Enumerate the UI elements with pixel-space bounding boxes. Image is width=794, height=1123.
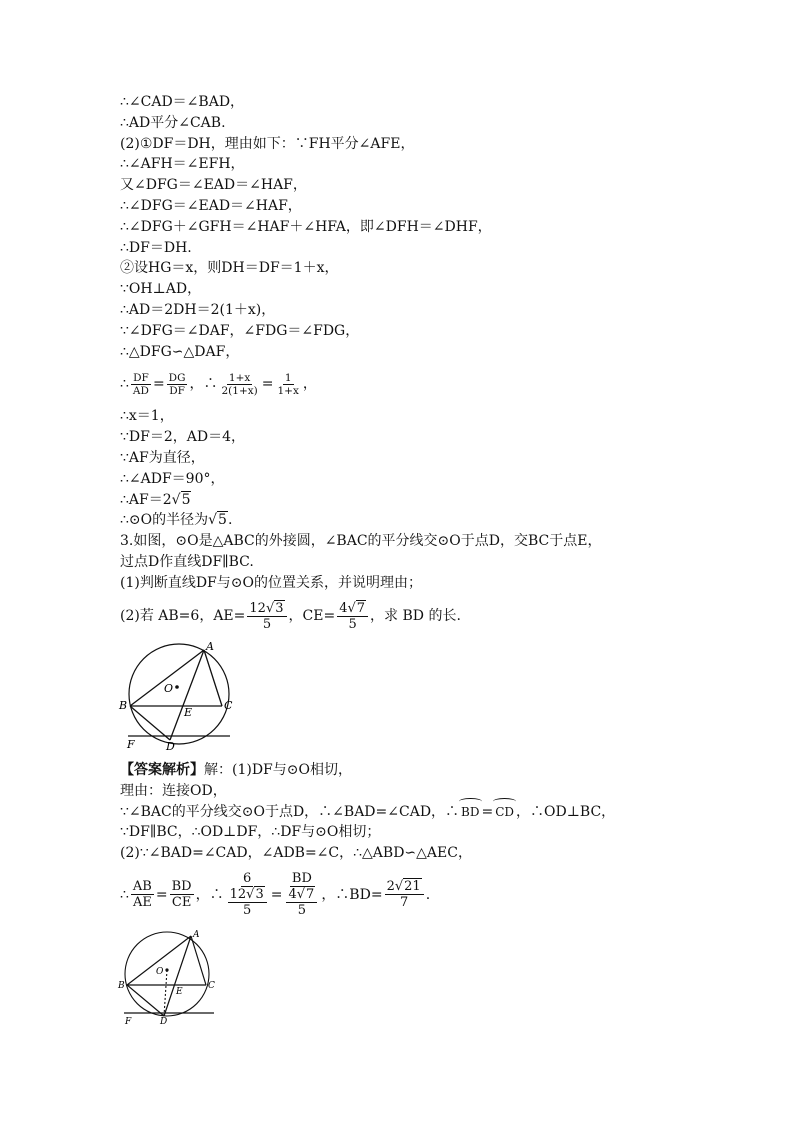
square-root: √3 <box>265 601 284 617</box>
arc-notation: BD <box>459 802 481 823</box>
text-segment: ∴ <box>120 886 129 903</box>
radicand: 3 <box>255 887 264 903</box>
radicand: 5 <box>218 512 227 529</box>
square-root: √3 <box>246 887 264 903</box>
numerator: 1+x <box>228 371 251 384</box>
geometry-diagram <box>116 928 216 1028</box>
solution-line: (2)①DF＝DH，理由如下：∵FH平分∠AFE， <box>120 135 415 152</box>
center-point <box>175 685 179 689</box>
numerator <box>286 887 317 903</box>
coefficient: 12 <box>249 601 266 617</box>
numerator: AB <box>132 879 152 895</box>
denominator: 5 <box>262 617 272 633</box>
denominator: CE <box>171 895 192 911</box>
solution-line: ∵OH⊥AD， <box>120 281 202 298</box>
text-segment: ∴ <box>120 375 129 392</box>
square-root: √5 <box>171 491 191 508</box>
problem-statement: 3.如图，⊙O是△ABC的外接圆，∠BAC的平分线交⊙O于点D，交BC于点E， <box>120 533 602 550</box>
radicand: 21 <box>404 879 421 895</box>
answer-heading: 【答案解析】 <box>120 762 204 778</box>
sub-fraction <box>286 887 317 918</box>
text-segment: . <box>425 886 431 903</box>
numerator <box>337 601 368 617</box>
label-d: D <box>166 740 175 752</box>
solution-line: ∴DF＝DH. <box>120 239 192 256</box>
segment-ac <box>191 936 206 985</box>
denominator: 5 <box>297 903 307 919</box>
denominator: 1+x <box>277 384 299 397</box>
square-root: √7 <box>296 887 315 903</box>
coefficient: 4 <box>288 887 297 903</box>
text-segment: ，∴ <box>195 886 224 903</box>
label-a: A <box>193 930 200 940</box>
text-segment: . <box>227 512 233 529</box>
label-a: A <box>206 640 214 653</box>
denominator: 2(1+x) <box>221 384 258 397</box>
text-segment: ∴AF＝2 <box>120 491 172 508</box>
numerator <box>247 601 286 617</box>
text-segment: ，求 BD 的长. <box>370 608 461 625</box>
text-segment: ，∴OD⊥BC， <box>516 803 616 820</box>
solution-line: ∴∠AFH＝∠EFH， <box>120 156 245 173</box>
compound-fraction <box>284 871 319 918</box>
equals-sign: = <box>152 375 165 392</box>
solution-line: ∴x＝1， <box>120 408 174 425</box>
answer-heading-line <box>120 760 680 781</box>
radicand: 7 <box>306 887 315 903</box>
solution-line: (2)∵∠BAD=∠CAD，∠ADB=∠C，∴△ABD∽△AEC， <box>120 845 472 862</box>
solution-line: ∵∠DFG＝∠DAF，∠FDG＝∠FDG， <box>120 322 360 339</box>
label-f: F <box>125 1017 132 1027</box>
circle-figure-solution <box>116 928 216 1028</box>
sub-fraction <box>228 887 267 918</box>
square-root: √21 <box>394 879 421 895</box>
fraction <box>276 372 301 397</box>
solution-line <box>120 510 680 531</box>
label-c: C <box>224 699 233 712</box>
text-segment: ∴⊙O的半径为 <box>120 512 209 529</box>
label-f: F <box>127 738 135 751</box>
text-segment: (2)若 AB=6，AE= <box>120 608 246 625</box>
label-o: O <box>164 682 174 695</box>
denominator: 5 <box>348 617 357 633</box>
solution-line: ∴AD＝2DH＝2(1＋x)， <box>120 301 276 318</box>
solution-line: ∴∠DFG＋∠GFH＝∠HAF＋∠HFA，即∠DFH＝∠DHF， <box>120 218 492 235</box>
numerator: DF <box>133 371 149 384</box>
coefficient: 4 <box>339 601 348 617</box>
fraction <box>219 372 259 397</box>
solution-line: ∴∠CAD＝∠BAD， <box>120 94 245 110</box>
label-b: B <box>119 699 128 712</box>
document-page <box>120 92 680 640</box>
label-c: C <box>208 981 215 991</box>
problem-statement: 过点D作直线DF∥BC. <box>120 553 254 570</box>
denominator: 5 <box>243 903 252 919</box>
solution-line: ∵DF＝2，AD＝4， <box>120 429 245 446</box>
geometry-diagram <box>118 640 240 752</box>
denominator: 7 <box>399 895 409 911</box>
segment-bd <box>127 985 164 1016</box>
text-segment: ，CE= <box>288 608 336 625</box>
fraction <box>385 879 424 910</box>
numerator: DG <box>168 371 186 384</box>
text-segment: ∵∠BAC的平分线交⊙O于点D，∴∠BAD=∠CAD，∴ <box>120 803 460 820</box>
numerator <box>385 879 424 895</box>
fraction <box>247 601 286 632</box>
solution-line: ∴△DFG∽△DAF， <box>120 343 240 360</box>
problem-part-1: (1)判断直线DF与⊙O的位置关系，并说明理由； <box>120 574 422 591</box>
problem-part-2 <box>120 594 680 640</box>
numerator: 1 <box>284 371 292 384</box>
numerator: BD <box>291 871 312 887</box>
fraction <box>131 372 151 397</box>
solution-line: ∵AF为直径， <box>120 449 205 466</box>
circumcircle <box>129 644 229 744</box>
proportion-line <box>120 362 680 406</box>
equals-sign: = <box>270 886 283 903</box>
text-segment: ，∴BD= <box>321 886 383 903</box>
radicand: 3 <box>275 601 284 617</box>
solution-line: ∴AD平分∠CAB. <box>120 114 226 131</box>
denominator <box>226 887 269 918</box>
equals-sign: = <box>481 803 494 820</box>
fraction <box>337 601 368 632</box>
equals-sign: = <box>155 886 168 903</box>
label-e: E <box>176 987 183 997</box>
solution-line <box>120 802 680 823</box>
fraction <box>167 372 188 397</box>
segment-ad <box>164 936 191 1016</box>
denominator <box>284 887 319 918</box>
denominator: DF <box>169 384 185 397</box>
answer-section <box>120 760 680 926</box>
coefficient: 12 <box>229 887 247 903</box>
radicand: 5 <box>181 491 191 508</box>
solution-line: ∴∠DFG＝∠EAD＝∠HAF， <box>120 197 302 214</box>
numerator: 6 <box>243 871 252 887</box>
denominator: AD <box>132 384 149 397</box>
solution-line: ∵DF∥BC，∴OD⊥DF，∴DF与⊙O相切； <box>120 824 381 841</box>
numerator: BD <box>171 879 192 895</box>
square-root: √7 <box>347 601 366 617</box>
arc-notation: CD <box>493 802 516 823</box>
text-segment: ， <box>302 375 317 392</box>
coefficient: 2 <box>386 879 395 895</box>
text-segment: 解：(1)DF与⊙O相切， <box>204 762 352 778</box>
label-o: O <box>156 967 164 977</box>
segment-ab <box>127 936 191 985</box>
fraction <box>131 879 154 910</box>
label-e: E <box>184 706 193 719</box>
solution-line: ②设HG＝x，则DH＝DF＝1＋x， <box>120 260 339 277</box>
solution-line <box>120 490 680 511</box>
circumcircle <box>125 932 209 1016</box>
label-b: B <box>118 981 125 991</box>
solution-line: 理由：连接OD， <box>120 782 227 799</box>
center-point <box>165 968 168 971</box>
numerator <box>228 887 267 903</box>
proportion-line <box>120 864 680 926</box>
segment-ac <box>204 650 222 706</box>
radicand: 7 <box>356 601 366 617</box>
circle-figure-problem <box>118 640 240 752</box>
label-d: D <box>160 1017 168 1027</box>
text-segment: ，∴ <box>189 375 218 392</box>
solution-line: 又∠DFG＝∠EAD＝∠HAF， <box>120 177 307 194</box>
solution-line: ∴∠ADF＝90°， <box>120 470 225 487</box>
compound-fraction <box>226 871 269 918</box>
denominator: AE <box>132 895 152 911</box>
fraction <box>170 879 194 910</box>
square-root: √5 <box>208 512 227 529</box>
equals-sign: = <box>261 375 274 392</box>
